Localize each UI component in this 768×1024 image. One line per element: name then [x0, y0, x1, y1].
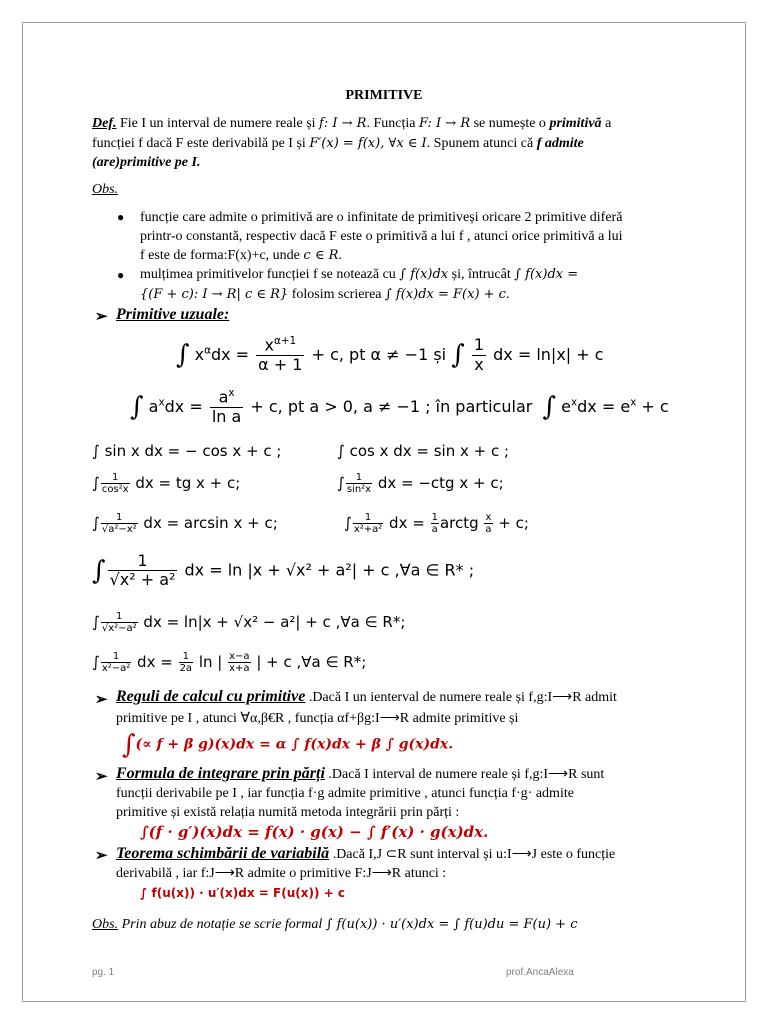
obs-bullet-2-line-1 [140, 265, 578, 284]
bullet-icon: ● [117, 210, 125, 224]
arrow-bullet-icon: ➢ [95, 848, 108, 864]
arrow-bullet-icon: ➢ [95, 769, 108, 785]
fraction: $\frac{x}{a}$ [485, 512, 492, 535]
section-heading-reguli: Reguli de calcul cu primitive [116, 688, 306, 705]
fraction: $\frac{x-a}{x+a}$ [229, 651, 250, 674]
obs-text: Prin abuz de notație se scrie formal [118, 917, 326, 932]
definition-text: . Spunem atunci că [426, 136, 537, 151]
formula-text: dx = [132, 653, 178, 671]
formula-ln-minus: ∫ $\frac{1}{\text{√x²−a²}}$ dx = ln|x + √x² − a²| + c ,∀a ∈ R*; [92, 611, 406, 634]
fraction: $\frac{1}{\text{x²−a²}}$ [101, 651, 131, 674]
formula-linearity [122, 730, 453, 760]
obs-text: f este de forma:F(x)+c, unde [140, 248, 304, 263]
footer-page-number: pg. 1 [92, 967, 115, 978]
definition-term: (are)primitive pe I. [92, 155, 201, 170]
integral-sign: ∫ [92, 555, 106, 586]
formula-ln-ratio: ∫ $\frac{1}{\text{x²−a²}}$ dx = $\frac{1}{2a}$ ln | $\frac{x-a}{x+a}$ | + c ,∀a ∈ R*; [92, 651, 367, 674]
fraction: $\frac{1}{\text{√x² + a²}}$ [109, 551, 176, 590]
obs-bullet-1-line-2: printr-o constantă, respectiv dacă F este o primitivă a lui f , atunci orice primitivă a lui [140, 229, 623, 244]
obs-text: și, întrucât [448, 267, 515, 282]
formula-reciprocal-body: $\frac{1}{x}$ dx = ln|x| + c [473, 335, 604, 374]
obs-bullet-1-line-3: f este de forma:F(x)+c, unde c ∈ R. [140, 248, 342, 263]
formula-ln-plus [92, 552, 474, 590]
definition-line-2 [92, 134, 584, 153]
integral-sign: ∫ [542, 392, 557, 423]
reguli-text: .Dacă I un ienterval de numere reale și f,g:I⟶R admit [305, 690, 617, 705]
parti-line-3: primitive și există relația numită metoda integrării prin părți : [116, 805, 460, 820]
definition-text: Fie I un interval de numere reale și [116, 116, 320, 131]
fraction: $\frac{1}{\text{sin²x}}$ [346, 472, 372, 495]
formula-power-body: $x^\alpha dx$ = $\frac{x^{\alpha+1}}{\alpha + 1}$ + c, pt α ≠ −1 și [194, 335, 452, 374]
integral-sign: ∫ [122, 730, 136, 760]
obs-label-text: Obs. [92, 182, 119, 197]
fraction: $\frac{1}{\text{cos²x}}$ [101, 472, 129, 495]
math-expr: f: I → R [319, 116, 367, 131]
formula-text: dx = ln |x + √x² + a²| + c ,∀a ∈ R* ; [179, 560, 475, 580]
obs-bullet-2-line-2 [140, 285, 509, 304]
formula-text: ln | [194, 653, 228, 671]
formula-text: dx = ln|x + √x² − a²| + c ,∀a ∈ R*; [138, 613, 406, 631]
arrow-bullet-icon: ➢ [95, 309, 108, 325]
section-heading-parti: Formula de integrare prin părți [116, 765, 325, 782]
fraction: $\frac{1}{2a}$ [179, 651, 193, 674]
formula-exponential-body: $a^xdx$ = $\frac{a^x}{\text{ln a}}$ + c, pt a > 0, a ≠ −1 ; în particular [148, 387, 533, 426]
integral-sign: ∫ [451, 340, 465, 371]
definition-line-1 [92, 114, 611, 133]
obs-bullet-1-line-1: funcție care admite o primitivă are o infinitate de primitiveși oricare 2 primitive diferă [140, 210, 623, 225]
formula-linearity-text: (∝ f + β g)(x)dx = α ∫ f(x)dx + β ∫ g(x)dx. [135, 736, 454, 753]
parti-line-2: funcții derivabile pe I , iar funcția f·g admite primitive , atunci funcția f·g· admite [116, 786, 574, 801]
obs-label-text: Obs. [92, 917, 119, 932]
reguli-line-1 [116, 688, 617, 706]
math-expr: ∫ f(x)dx [399, 267, 449, 282]
obs-label [92, 180, 118, 199]
formula-e-body: $e^xdx = e^x + c$ [561, 396, 669, 416]
obs-text: mulțimea primitivelor funcției f se notează cu [140, 267, 400, 282]
page-title: PRIMITIVE [345, 88, 423, 103]
section-heading-uzuale: Primitive uzuale: [116, 306, 230, 323]
formula-text: dx = arcsin x + c; [138, 514, 278, 532]
formula-text: | + c ,∀a ∈ R*; [251, 653, 367, 671]
variabila-line-2: derivabilă , iar f:J⟶R admite o primitive F:J⟶R atunci : [116, 866, 447, 881]
section-heading-variabila: Teorema schimbării de variabilă [116, 845, 330, 862]
fraction: $\frac{1}{\text{x²+a²}}$ [353, 512, 383, 535]
definition-text: funcției f dacă F este derivabilă pe I și [92, 136, 310, 151]
footer-author: prof.AncaAlexa [506, 967, 574, 978]
formula-arcsin: ∫ $\frac{1}{\text{√a²−x²}}$ dx = arcsin x + c; [92, 512, 278, 535]
definition-label: Def. [92, 116, 117, 131]
fraction: $\frac{1}{\text{√a²−x²}}$ [101, 512, 137, 535]
formula-substitution: ∫ f(u(x)) · u′(x)dx = F(u(x)) + c [140, 886, 345, 900]
formula-sin-squared: ∫ $\frac{1}{\text{sin²x}}$ dx = −ctg x + c; [337, 472, 504, 495]
formula-exponential [130, 388, 669, 426]
fraction: $\frac{1}{a}$ [431, 512, 438, 535]
parti-text: .Dacă I interval de numere reale și f,g:I⟶R sunt [324, 767, 605, 782]
math-expr: F: I → R [418, 116, 471, 131]
integral-sign: ∫ [176, 340, 190, 371]
math-expr: ∫ f(x)dx = [514, 267, 579, 282]
formula-text: dx = tg x + c; [130, 474, 241, 492]
formula-cos-squared: ∫ $\frac{1}{\text{cos²x}}$ dx = tg x + c; [92, 472, 241, 495]
math-expr: {(F + c): I → R| c ∈ R} [140, 287, 289, 302]
reguli-line-2: primitive pe I , atunci ∀α,β€R , funcția αf+βg:I⟶R admite primitive și [116, 711, 519, 726]
definition-term: f admite [536, 136, 584, 151]
bullet-icon: ● [117, 268, 125, 282]
obs-text: . [505, 287, 510, 302]
parti-line-1 [116, 765, 604, 783]
obs-abuse-notation [92, 915, 578, 934]
math-expr: ∫ f(x)dx = F(x) + c [385, 287, 506, 302]
definition-line-3 [92, 153, 200, 172]
formula-cos: ∫ cos x dx = sin x + c ; [337, 442, 510, 460]
variabila-text: .Dacă I,J ⊂R sunt interval și u:I⟶J este o funcție [329, 847, 616, 862]
formula-power [176, 336, 604, 374]
math-expr: c ∈ R [303, 248, 339, 263]
definition-text: a [601, 116, 612, 131]
arrow-bullet-icon: ➢ [95, 692, 108, 708]
definition-text: . Funcția [366, 116, 419, 131]
formula-text: dx = −ctg x + c; [373, 474, 504, 492]
formula-sin: ∫ sin x dx = − cos x + c ; [92, 442, 282, 460]
definition-term: primitivă [549, 116, 602, 131]
variabila-line-1 [116, 845, 615, 863]
fraction: $\frac{1}{\text{√x²−a²}}$ [101, 611, 137, 634]
definition-text: se numește o [470, 116, 550, 131]
integral-sign: ∫ [130, 392, 144, 423]
math-expr: ∫ f(u(x)) · u′(x)dx = ∫ f(u)du = F(u) + c [325, 917, 578, 932]
math-expr: F′(x) = f(x), ∀x ∈ I [309, 136, 427, 151]
formula-text: dx = [384, 514, 430, 532]
formula-parts: ∫(f · g′)(x)dx = f(x) · g(x) − ∫ f′(x) · g(x)dx. [140, 823, 489, 841]
obs-text: folosim scrierea [288, 287, 386, 302]
formula-arctg: ∫ $\frac{1}{\text{x²+a²}}$ dx = $\frac{1}{a}$ arctg $\frac{x}{a}$ + c; [344, 512, 529, 535]
